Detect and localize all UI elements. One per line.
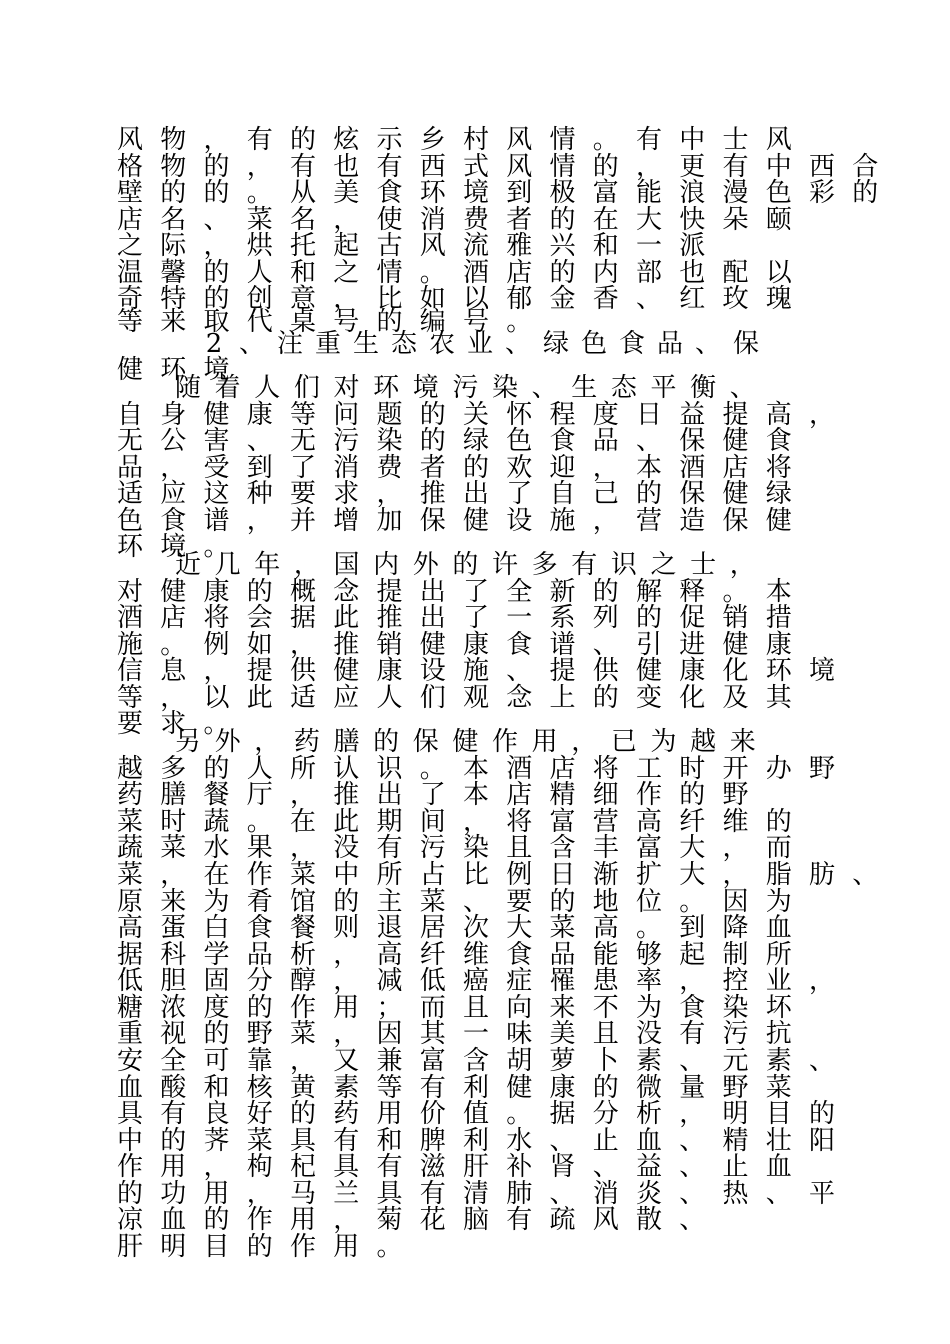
- text-line: 低 胆 固 分 醇 ， 减 低 癌 症 罹 患 率 ， 控 业 ，: [116, 966, 835, 997]
- text-line: 要 求 。: [116, 709, 230, 740]
- text-line: 酒 店 将 会 据 此 推 出 了 一 系 列 的 促 销 措: [116, 603, 792, 634]
- text-line: 格 物 的 ， 有 也 有 西 式 风 情 的 ， 更 有 中 西 合: [116, 151, 879, 182]
- text-line: 施 。 例 如 ， 推 销 健 康 食 谱 、 引 进 健 康: [116, 629, 792, 660]
- text-line: 据 科 学 品 析 ， 高 纤 维 食 品 能 够 起 制 所: [116, 939, 792, 970]
- text-line: 无 公 害 、 无 污 染 的 绿 色 食 品 、 保 健 食: [116, 426, 792, 457]
- text-line: 随 着 人 们 对 环 境 污 染 、 生 态 平 衡 、: [174, 372, 756, 403]
- text-line: 环 境 。: [116, 532, 230, 563]
- text-line: 糖 浓 度 的 作 用 ； 而 且 向 来 不 为 食 染 坏: [116, 992, 792, 1023]
- text-line: 近 几 年 ， 国 内 外 的 许 多 有 识 之 士 ，: [174, 550, 756, 581]
- text-line: 的 功 用 ， 马 兰 具 有 清 肺 、 消 炎 、 热 、 平: [116, 1178, 835, 1209]
- text-line: 安 全 可 靠 ， 又 兼 富 含 胡 萝 卜 素 、 元 素 、: [116, 1046, 835, 1077]
- text-line: 品 ， 受 到 了 消 费 者 的 欢 迎 ， 本 酒 店 将: [116, 452, 792, 483]
- text-line: 奇 特 的 创 意 ， 比 如 以 郁 金 香 、 红 玫 瑰: [116, 284, 792, 315]
- text-line: 中 的 荠 菜 具 有 和 脾 利 水 、 止 血 、 精 壮 阳: [116, 1125, 835, 1156]
- text-line: 重 视 的 野 菜 ， 因 其 一 味 美 且 没 有 污 抗: [116, 1019, 792, 1050]
- text-line: 另 外 ， 药 膳 的 保 健 作 用 ， 已 为 越 来: [174, 727, 756, 758]
- text-line: 色 食 谱 ， 并 增 加 保 健 设 施 ， 营 造 保 健: [116, 505, 792, 536]
- text-line: 自 身 健 康 等 问 题 的 关 怀 程 度 日 益 提 高 ，: [116, 399, 835, 430]
- text-line: 2 、 注 重 生 态 农 业 、 绿 色 食 品 、 保: [205, 328, 759, 359]
- text-line: 壁 的 的 。 从 美 食 环 境 到 极 富 能 浪 漫 色 彩 的: [116, 178, 879, 209]
- text-line: 信 息 ， 提 供 健 康 设 施 、 提 供 健 康 化 环 境: [116, 656, 835, 687]
- text-line: 对 健 康 的 概 念 提 出 了 全 新 的 解 释 。 本: [116, 576, 792, 607]
- text-line: 作 用 ， 枸 杞 具 有 滋 肝 补 肾 、 益 、 止 血: [116, 1152, 792, 1183]
- text-line: 等 ， 以 此 适 应 人 们 观 念 上 的 变 化 及 其: [116, 682, 792, 713]
- text-line: 具 有 良 好 的 药 用 价 值 。 据 分 析 ， 明 目 的: [116, 1099, 835, 1130]
- text-line: 健 环 境: [116, 355, 230, 386]
- text-line: 菜 时 蔬 。 在 此 期 间 ， 将 富 营 高 纤 维 的: [116, 806, 792, 837]
- text-line: 血 酸 和 核 黄 素 等 有 利 健 康 的 微 量 野 菜: [116, 1072, 792, 1103]
- text-line: 肝 明 目 的 作 用 。: [116, 1232, 403, 1262]
- text-line: 之 际 ， 烘 托 起 古 风 流 雅 兴 和 一 派: [116, 231, 706, 262]
- text-line: 蔬 菜 水 果 ， 没 有 污 染 且 含 丰 富 大 ， 而: [116, 833, 792, 864]
- text-line: 越 多 的 人 所 认 识 。 本 酒 店 将 工 时 开 办 野: [116, 753, 835, 784]
- text-line: 店 名 、 菜 名 ， 使 消 费 者 的 在 大 快 朵 颐: [116, 204, 792, 235]
- text-line: 等 来 取 代 桌 号 的 编 号 。: [116, 306, 533, 337]
- text-line: 温 馨 的 人 和 之 情 。 酒 店 的 内 部 也 配 以: [116, 257, 792, 288]
- text-line: 菜 ， 在 作 菜 中 所 占 比 例 日 渐 扩 大 ， 脂 肪 、: [116, 860, 879, 891]
- text-line: 高 蛋 白 食 餐 则 退 居 次 大 菜 高 。 到 降 血: [116, 913, 792, 944]
- text-line: 药 膳 餐 厅 ， 推 出 了 本 店 精 细 作 的 野: [116, 780, 749, 811]
- text-line: 风 物 ， 有 的 炫 示 乡 村 风 情 。 有 中 士 风: [116, 125, 792, 155]
- text-line: 适 应 这 种 要 求 ， 推 出 了 自 己 的 保 健 绿: [116, 479, 792, 510]
- text-line: 原 来 为 肴 馆 的 主 菜 、 要 的 地 位 。 因 为: [116, 886, 792, 917]
- text-line: 凉 血 的 作 用 ， 菊 花 脑 有 疏 风 散 、: [116, 1205, 706, 1236]
